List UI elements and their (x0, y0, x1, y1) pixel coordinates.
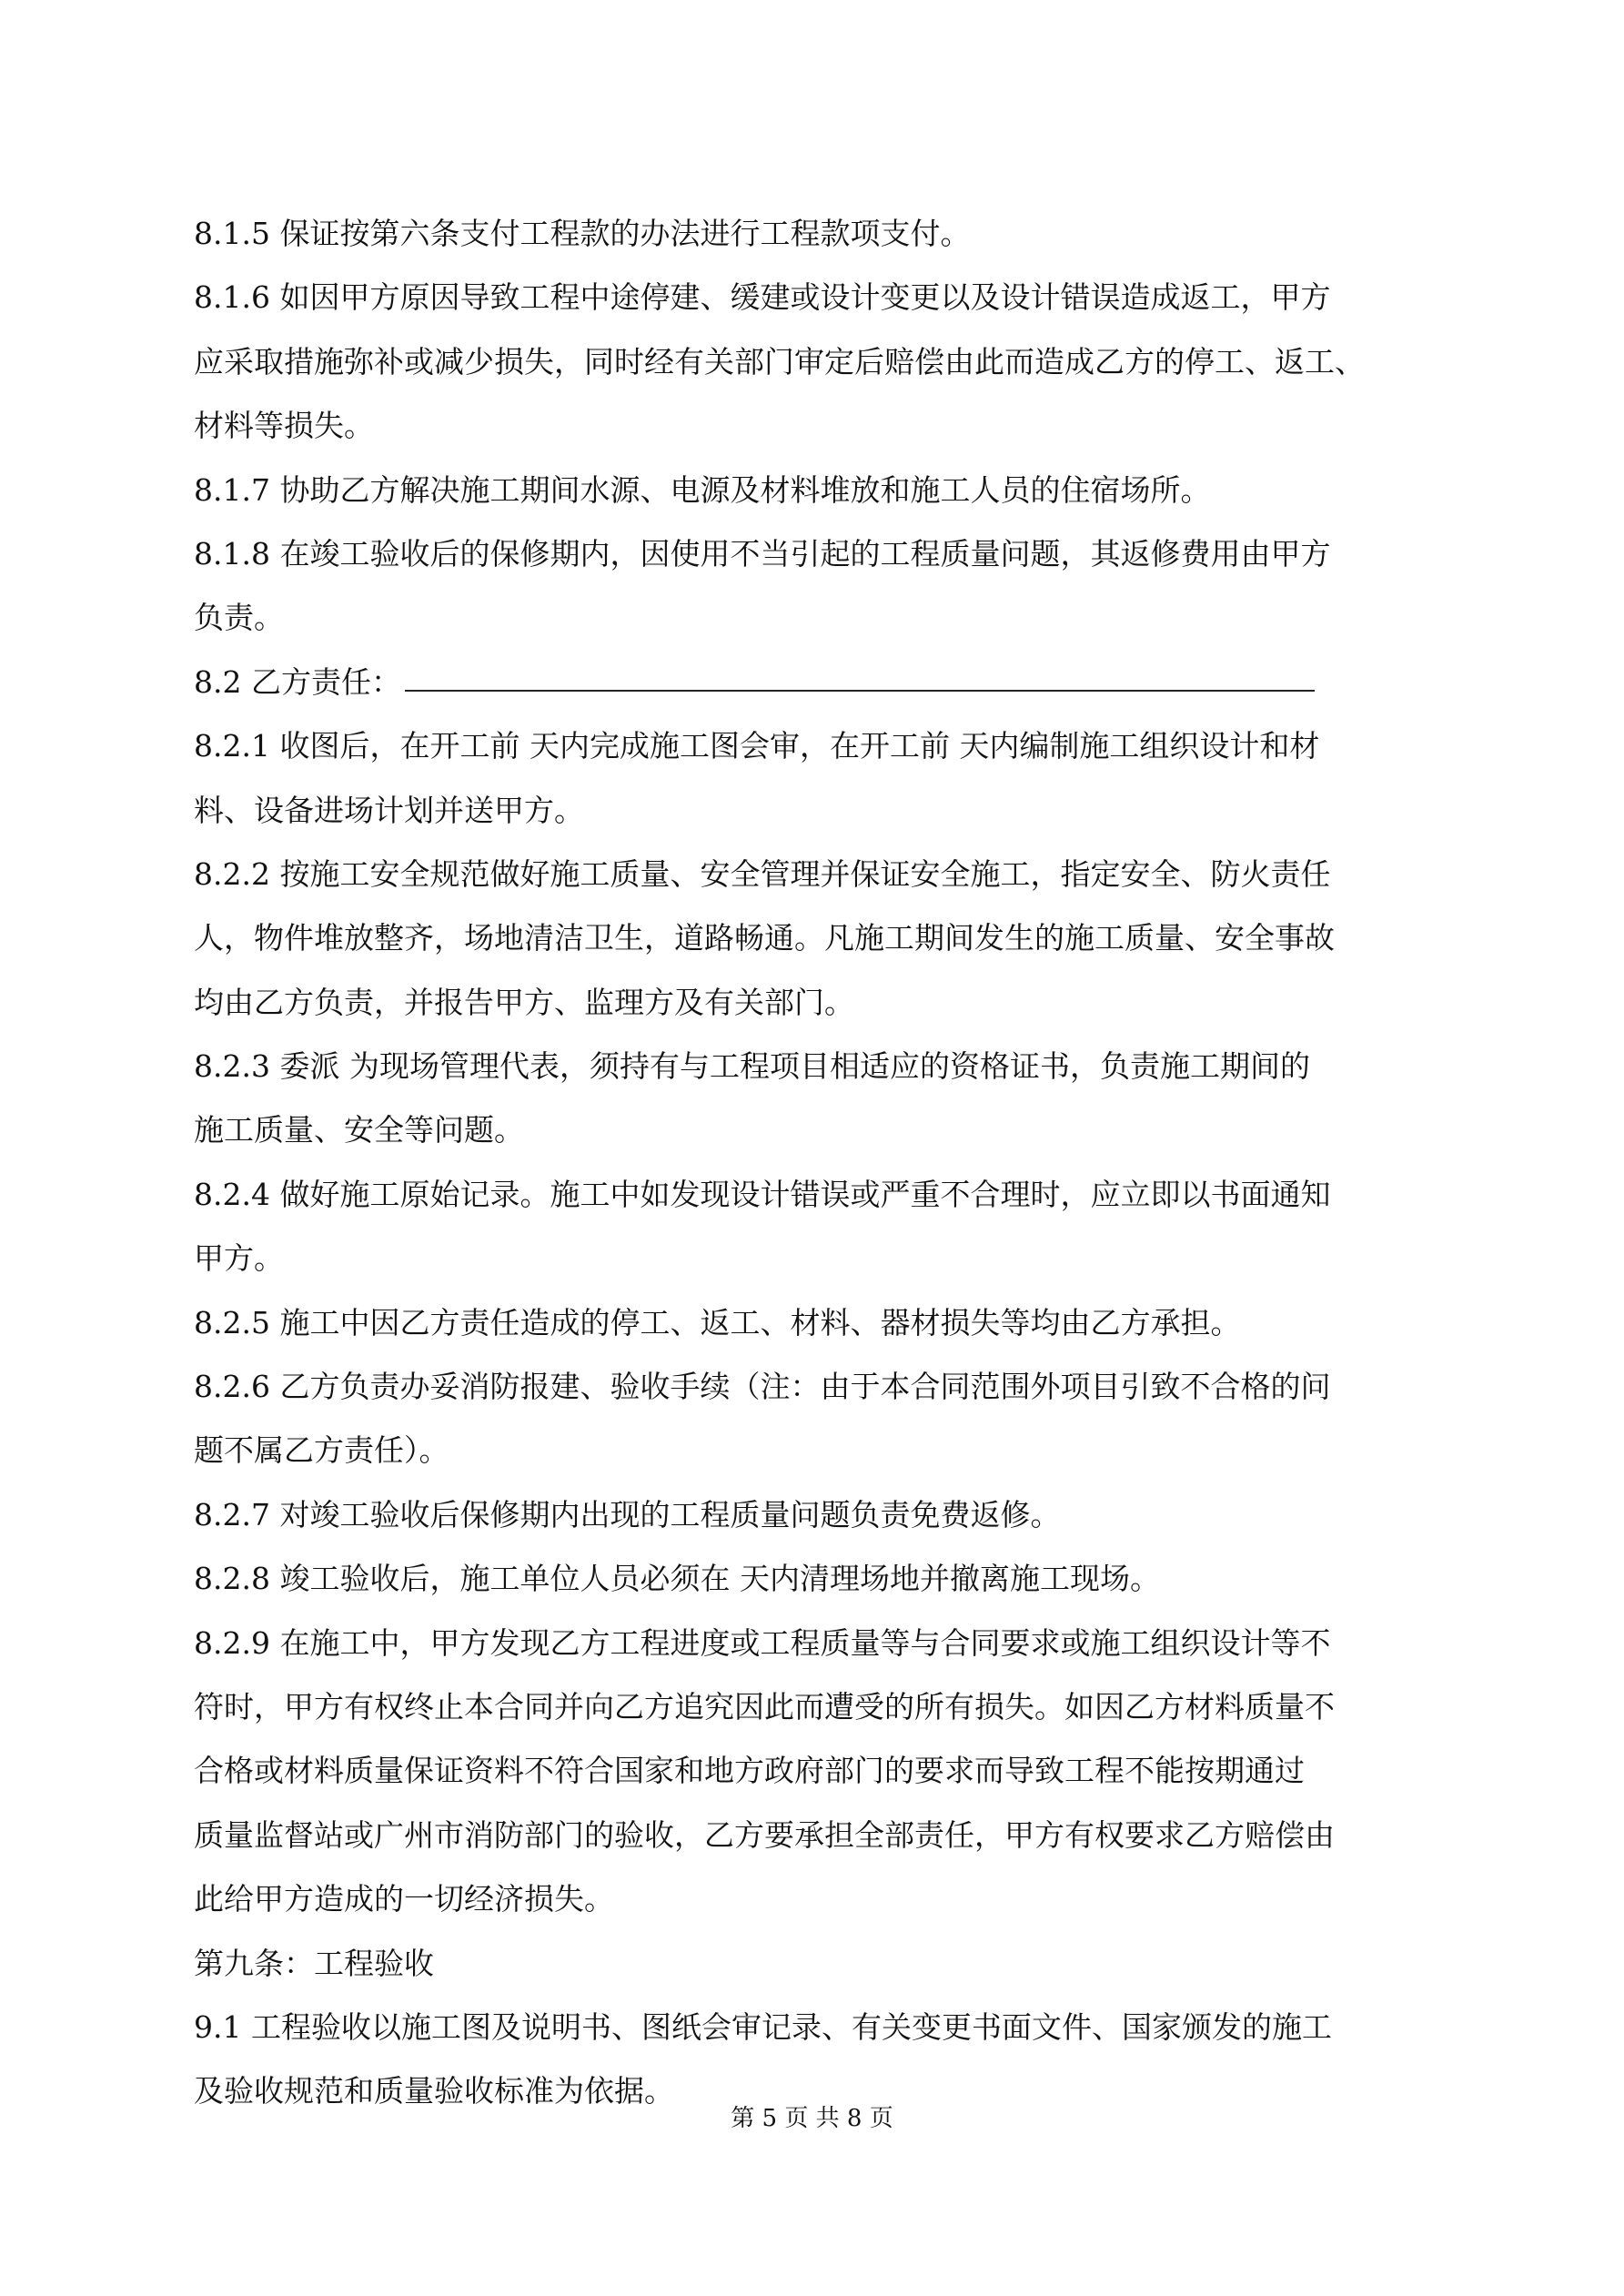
text-line: 9.1 工程验收以施工图及说明书、图纸会审记录、有关变更书面文件、国家颁发的施工 (194, 2008, 1332, 2045)
article-heading: 第九条：工程验收 (194, 1945, 434, 1981)
text-line: 8.2.1 收图后，在开工前 天内完成施工图会审，在开工前 天内编制施工组织设计和材 (194, 728, 1320, 764)
text-line: 8.2.9 在施工中，甲方发现乙方工程进度或工程质量等与合同要求或施工组织设计等不 (194, 1624, 1331, 1661)
text-line: 8.2.8 竣工验收后，施工单位人员必须在 天内清理场地并撤离施工现场。 (194, 1561, 1160, 1597)
page-number-footer: 第 5 页 共 8 页 (731, 2105, 893, 2132)
text-line: 8.1.6 如因甲方原因导致工程中途停建、缓建或设计变更以及设计错误造成返工，甲方 (194, 279, 1331, 316)
text-line: 材料等损失。 (194, 408, 374, 444)
fill-in-blank-underline (405, 688, 1315, 692)
text-line: 题不属乙方责任）。 (194, 1432, 449, 1469)
text-line: 应采取措施弥补或减少损失，同时经有关部门审定后赔偿由此而造成乙方的停工、返工、 (194, 343, 1365, 379)
text-line: 8.2.7 对竣工验收后保修期内出现的工程质量问题负责免费返修。 (194, 1496, 1061, 1532)
text-line: 及验收规范和质量验收标准为依据。 (194, 2073, 674, 2109)
text-line-with-blank (194, 651, 1440, 714)
document-body (194, 202, 1440, 2124)
text-line: 负责。 (194, 600, 284, 636)
text-line: 料、设备进场计划并送甲方。 (194, 792, 584, 828)
text-line: 8.2.5 施工中因乙方责任造成的停工、返工、材料、器材损失等均由乙方承担。 (194, 1304, 1241, 1340)
text-line: 8.2.4 做好施工原始记录。施工中如发现设计错误或严重不合理时，应立即以书面通知 (194, 1176, 1331, 1212)
section-heading: 8.2 乙方责任： (194, 663, 401, 700)
text-line: 人，物件堆放整齐，场地清洁卫生，道路畅通。凡施工期间发生的施工质量、安全事故 (194, 920, 1335, 956)
text-line: 均由乙方负责，并报告甲方、监理方及有关部门。 (194, 984, 854, 1020)
text-line: 甲方。 (194, 1240, 284, 1277)
text-line: 8.2.2 按施工安全规范做好施工质量、安全管理并保证安全施工，指定安全、防火责任 (194, 855, 1331, 892)
text-line: 8.1.7 协助乙方解决施工期间水源、电源及材料堆放和施工人员的住宿场所。 (194, 471, 1211, 508)
text-line: 合格或材料质量保证资料不符合国家和地方政府部门的要求而导致工程不能按期通过 (194, 1753, 1305, 1789)
text-line: 8.2.3 委派 为现场管理代表，须持有与工程项目相适应的资格证书，负责施工期间的 (194, 1048, 1310, 1085)
text-line: 质量监督站或广州市消防部门的验收，乙方要承担全部责任，甲方有权要求乙方赔偿由 (194, 1816, 1335, 1853)
text-line: 8.2.6 乙方负责办妥消防报建、验收手续（注：由于本合同范围外项目引致不合格的问 (194, 1369, 1331, 1405)
text-line: 8.1.5 保证按第六条支付工程款的办法进行工程款项支付。 (194, 216, 971, 251)
text-line: 8.1.8 在竣工验收后的保修期内，因使用不当引起的工程质量问题，其返修费用由甲方 (194, 535, 1331, 571)
text-line: 符时，甲方有权终止本合同并向乙方追究因此而遭受的所有损失。如因乙方材料质量不 (194, 1688, 1335, 1725)
text-line: 施工质量、安全等问题。 (194, 1112, 524, 1148)
text-line: 此给甲方造成的一切经济损失。 (194, 1881, 614, 1917)
